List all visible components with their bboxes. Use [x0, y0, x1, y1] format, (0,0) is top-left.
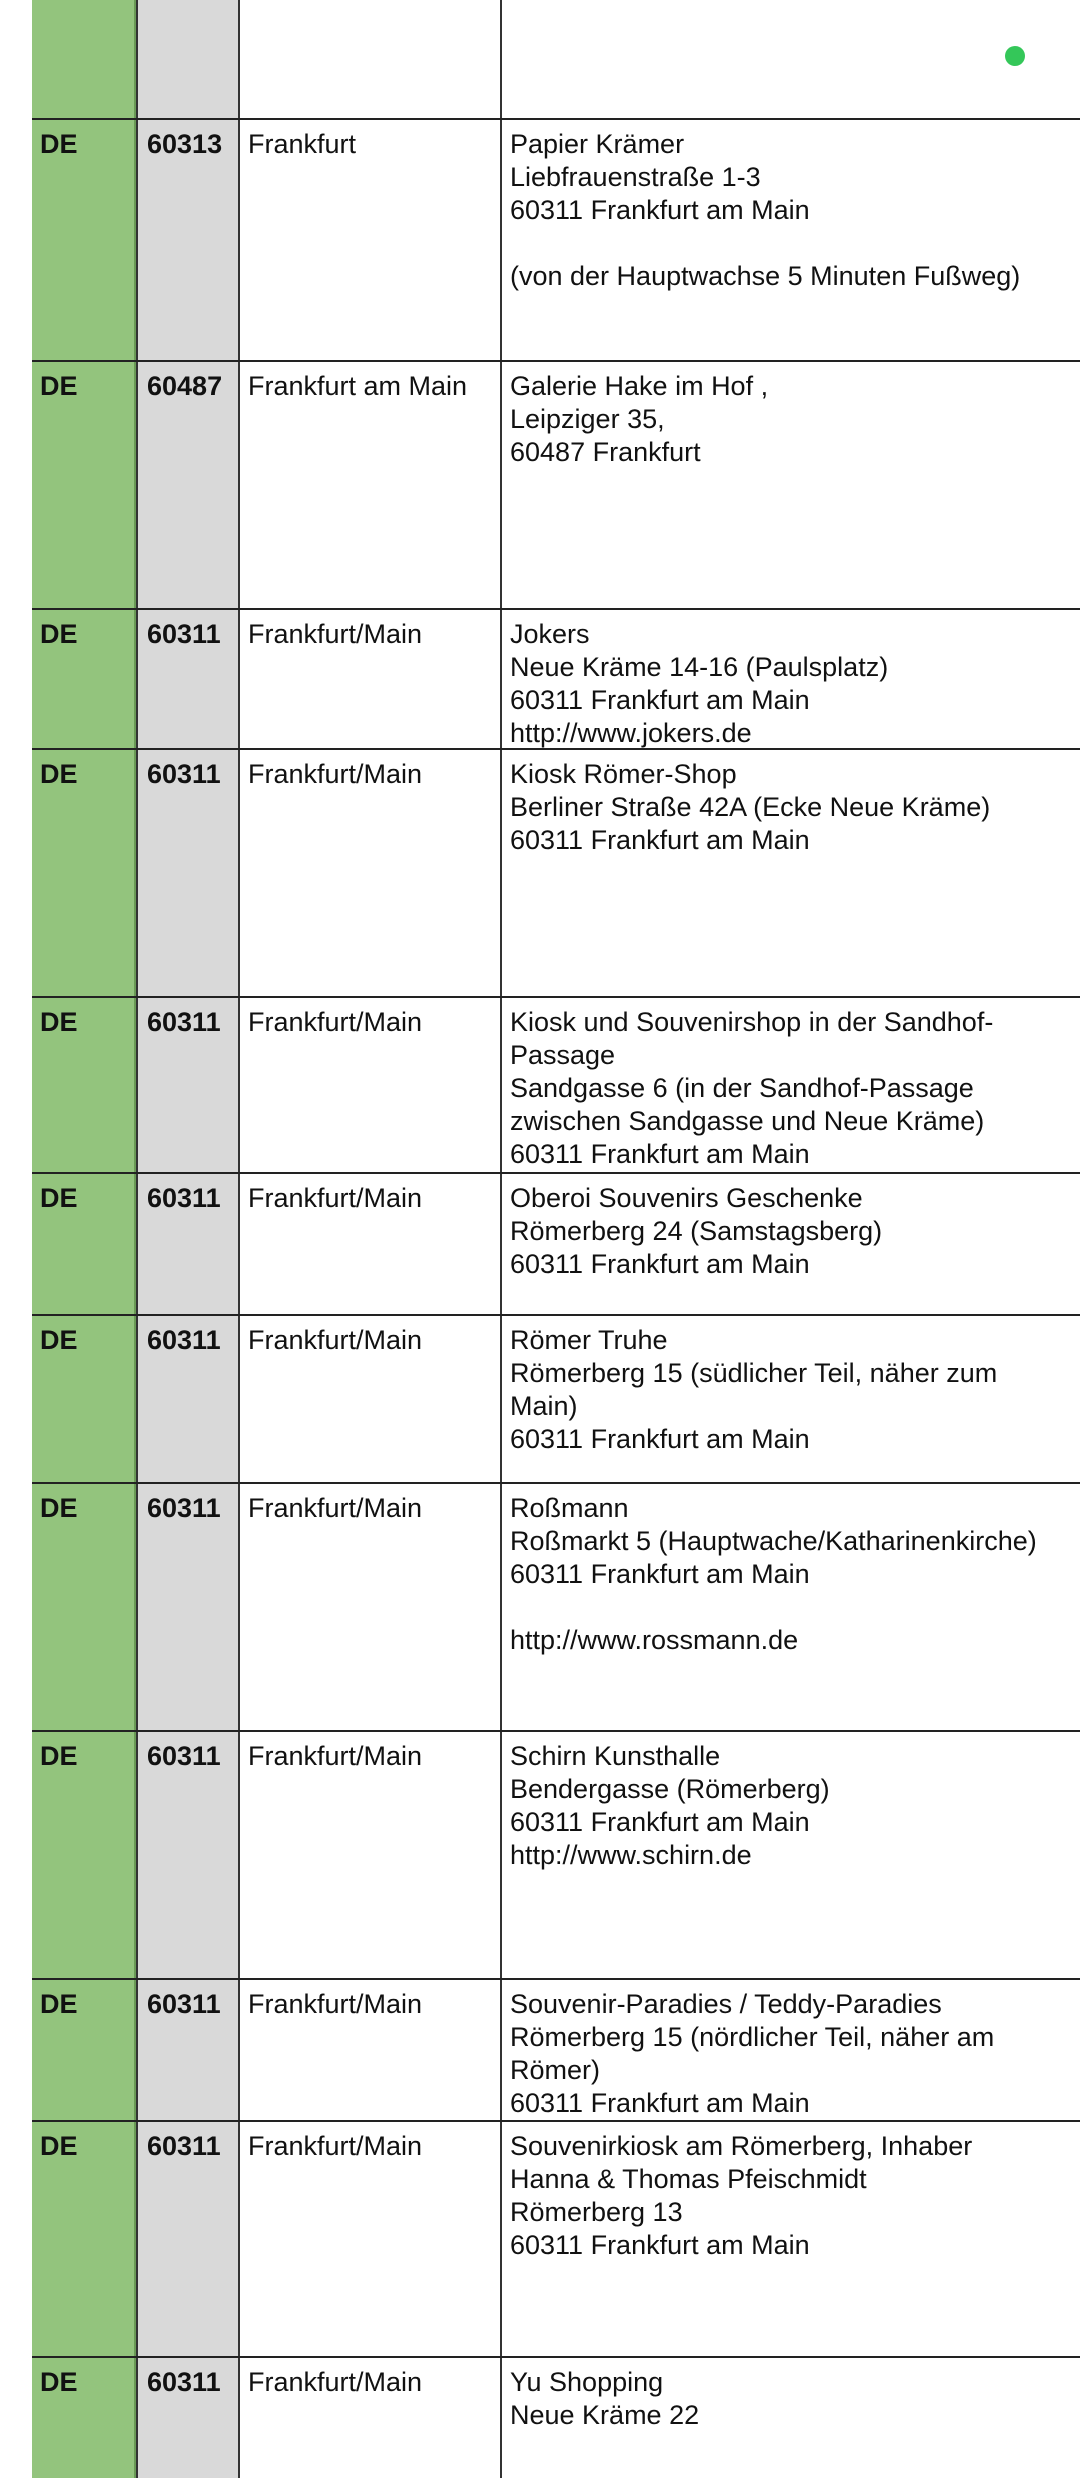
address-cell[interactable]: Kiosk und Souvenirshop in der Sandhof- Passage Sandgasse 6 (in der Sandhof-Passage zwischen Sandgasse und Neue Kräme) 60311 Frankfurt am Main: [502, 998, 1080, 1172]
address-cell[interactable]: Souvenirkiosk am Römerberg, Inhaber Hanna & Thomas Pfeischmidt Römerberg 13 60311 Frankfurt am Main: [502, 2122, 1080, 2356]
table-row[interactable]: [32, 750, 1080, 998]
online-status-dot-icon: [1005, 46, 1025, 66]
zip-cell[interactable]: 60311: [136, 1174, 240, 1314]
table-row[interactable]: [32, 610, 1080, 750]
zip-cell[interactable]: 60313: [136, 120, 240, 360]
table-row[interactable]: [32, 1316, 1080, 1484]
address-cell[interactable]: Oberoi Souvenirs Geschenke Römerberg 24 (Samstagsberg) 60311 Frankfurt am Main: [502, 1174, 1080, 1314]
table-row[interactable]: [32, 362, 1080, 610]
address-cell[interactable]: Yu Shopping Neue Kräme 22: [502, 2358, 1080, 2478]
zip-cell[interactable]: 60311: [136, 2122, 240, 2356]
city-cell[interactable]: Frankfurt/Main: [240, 750, 502, 996]
zip-cell[interactable]: 60311: [136, 610, 240, 748]
city-cell[interactable]: Frankfurt/Main: [240, 1484, 502, 1730]
table-row[interactable]: [32, 1484, 1080, 1732]
address-cell[interactable]: Roßmann Roßmarkt 5 (Hauptwache/Katharinenkirche) 60311 Frankfurt am Main http://www.rossmann.de: [502, 1484, 1080, 1730]
table-row[interactable]: [32, 1174, 1080, 1316]
city-cell[interactable]: Frankfurt: [240, 120, 502, 360]
country-cell[interactable]: DE: [32, 1484, 136, 1730]
row-header-gutter: [0, 0, 34, 2400]
table-row[interactable]: [32, 998, 1080, 1174]
city-cell[interactable]: Frankfurt/Main: [240, 1174, 502, 1314]
address-cell[interactable]: Römer Truhe Römerberg 15 (südlicher Teil, näher zum Main) 60311 Frankfurt am Main: [502, 1316, 1080, 1482]
table-row[interactable]: [32, 0, 1080, 120]
country-cell[interactable]: DE: [32, 1316, 136, 1482]
city-cell[interactable]: Frankfurt/Main: [240, 2122, 502, 2356]
country-cell[interactable]: DE: [32, 2122, 136, 2356]
city-cell[interactable]: Frankfurt am Main: [240, 362, 502, 608]
city-cell[interactable]: Frankfurt/Main: [240, 610, 502, 748]
address-cell[interactable]: Papier Krämer Liebfrauenstraße 1-3 60311 Frankfurt am Main (von der Hauptwachse 5 Minuten Fußweg): [502, 120, 1080, 360]
zip-cell[interactable]: 60311: [136, 1484, 240, 1730]
country-cell[interactable]: DE: [32, 1980, 136, 2120]
address-cell[interactable]: Schirn Kunsthalle Bendergasse (Römerberg) 60311 Frankfurt am Main http://www.schirn.de: [502, 1732, 1080, 1978]
country-cell[interactable]: DE: [32, 120, 136, 360]
zip-cell[interactable]: 60311: [136, 1732, 240, 1978]
zip-cell[interactable]: [136, 0, 240, 118]
country-cell[interactable]: DE: [32, 1732, 136, 1978]
country-cell[interactable]: [32, 0, 136, 118]
city-cell[interactable]: Frankfurt/Main: [240, 998, 502, 1172]
city-cell[interactable]: Frankfurt/Main: [240, 1980, 502, 2120]
zip-cell[interactable]: 60311: [136, 1316, 240, 1482]
zip-cell[interactable]: 60311: [136, 750, 240, 996]
city-cell[interactable]: Frankfurt/Main: [240, 1732, 502, 1978]
zip-cell[interactable]: 60311: [136, 2358, 240, 2478]
zip-cell[interactable]: 60311: [136, 998, 240, 1172]
city-cell[interactable]: Frankfurt/Main: [240, 2358, 502, 2478]
zip-cell[interactable]: 60487: [136, 362, 240, 608]
table-row[interactable]: [32, 120, 1080, 362]
zip-cell[interactable]: 60311: [136, 1980, 240, 2120]
country-cell[interactable]: DE: [32, 610, 136, 748]
country-cell[interactable]: DE: [32, 1174, 136, 1314]
address-cell[interactable]: Galerie Hake im Hof , Leipziger 35, 60487 Frankfurt: [502, 362, 1080, 608]
country-cell[interactable]: DE: [32, 750, 136, 996]
country-cell[interactable]: DE: [32, 362, 136, 608]
city-cell[interactable]: [240, 0, 502, 118]
address-cell[interactable]: Jokers Neue Kräme 14-16 (Paulsplatz) 60311 Frankfurt am Main http://www.jokers.de: [502, 610, 1080, 748]
table-row[interactable]: [32, 2358, 1080, 2478]
country-cell[interactable]: DE: [32, 998, 136, 1172]
address-cell[interactable]: Kiosk Römer-Shop Berliner Straße 42A (Ecke Neue Kräme) 60311 Frankfurt am Main: [502, 750, 1080, 996]
table-row[interactable]: [32, 1980, 1080, 2122]
table-row[interactable]: [32, 2122, 1080, 2358]
address-cell[interactable]: Souvenir-Paradies / Teddy-Paradies Römerberg 15 (nördlicher Teil, näher am Römer) 60311 Frankfurt am Main: [502, 1980, 1080, 2120]
country-cell[interactable]: DE: [32, 2358, 136, 2478]
table-row[interactable]: [32, 1732, 1080, 1980]
city-cell[interactable]: Frankfurt/Main: [240, 1316, 502, 1482]
address-cell[interactable]: [502, 0, 1080, 118]
